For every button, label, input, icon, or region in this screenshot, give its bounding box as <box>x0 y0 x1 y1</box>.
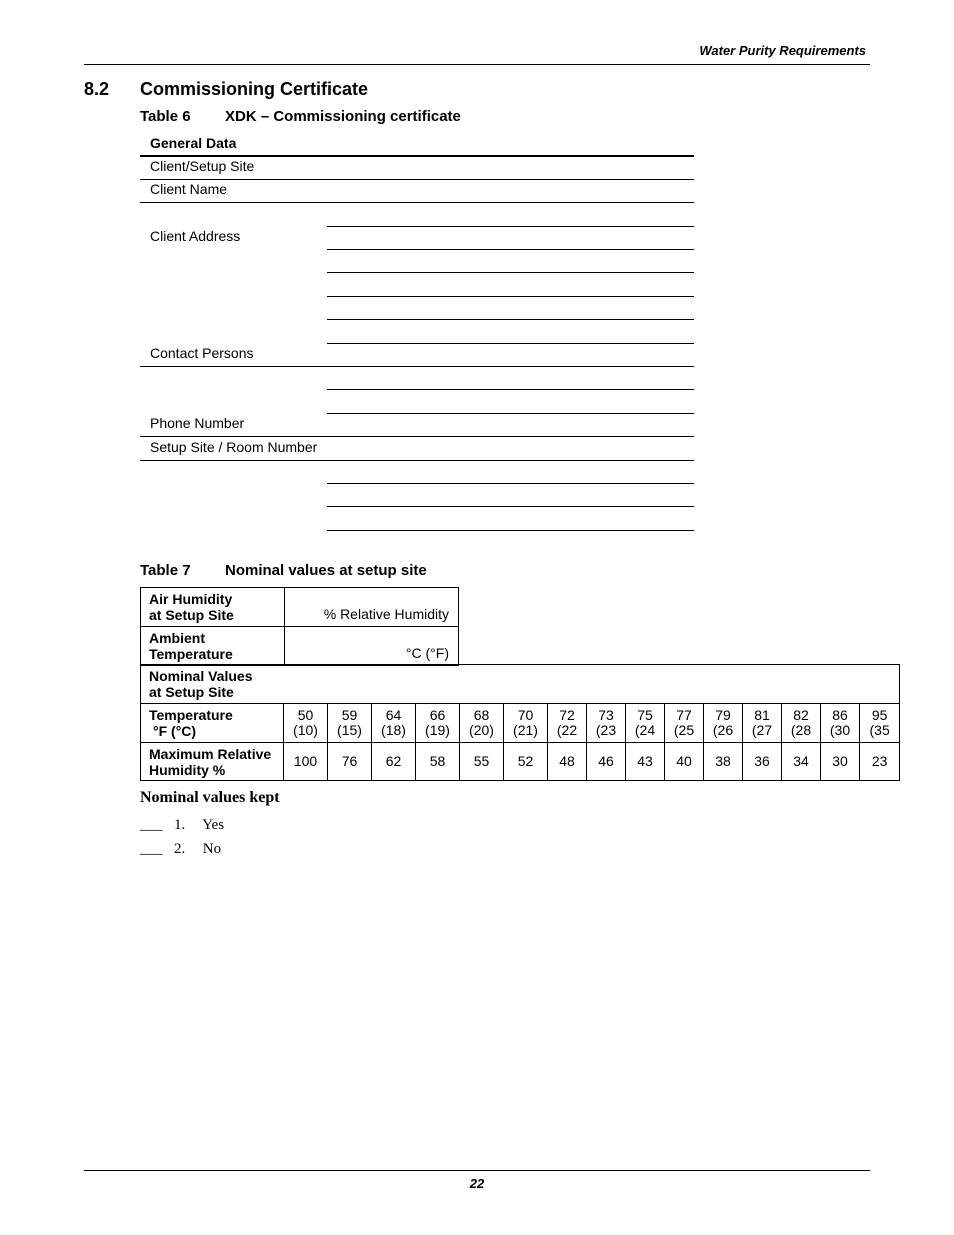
running-header: Water Purity Requirements <box>699 43 866 58</box>
option-yes[interactable] <box>140 817 224 834</box>
temperature-cell: 77 (25 <box>665 704 704 743</box>
client-setup-site-field[interactable] <box>140 179 694 180</box>
setup-site-room-line-1[interactable] <box>140 460 694 461</box>
max-humidity-label: Maximum Relative Humidity % <box>141 743 284 781</box>
phone-number-field[interactable] <box>140 436 694 437</box>
temperature-row <box>141 704 900 743</box>
header-rule <box>84 64 870 65</box>
option-blank[interactable]: ___ <box>140 817 163 833</box>
table7-nominal-values <box>140 664 900 781</box>
client-address-line-4[interactable] <box>327 296 694 297</box>
temperature-label: Temperature °F (°C) <box>141 704 284 743</box>
max-humidity-cell: 34 <box>782 743 821 781</box>
max-humidity-cell: 100 <box>284 743 328 781</box>
temperature-cell: 81 (27 <box>743 704 782 743</box>
contact-persons-line-1[interactable] <box>140 366 694 367</box>
max-humidity-cell: 36 <box>743 743 782 781</box>
option-label: Yes <box>202 817 225 833</box>
max-humidity-cell: 23 <box>860 743 900 781</box>
max-humidity-row <box>141 743 900 781</box>
temperature-cell: 95 (35 <box>860 704 900 743</box>
client-address-line-6[interactable] <box>327 343 694 344</box>
setup-site-room-line-4[interactable] <box>327 530 694 531</box>
general-data-heading: General Data <box>150 135 237 151</box>
option-blank[interactable]: ___ <box>140 841 163 857</box>
temperature-cell: 66 (19) <box>416 704 460 743</box>
temperature-cell: 70 (21) <box>504 704 548 743</box>
client-address-line-5[interactable] <box>327 319 694 320</box>
option-number: 1. <box>174 817 186 833</box>
max-humidity-cell: 48 <box>548 743 587 781</box>
air-humidity-unit[interactable]: % Relative Humidity <box>285 588 459 627</box>
section-title: Commissioning Certificate <box>140 79 369 99</box>
temperature-cell: 68 (20) <box>460 704 504 743</box>
max-humidity-cell: 40 <box>665 743 704 781</box>
air-humidity-label: Air Humidity at Setup Site <box>141 588 285 627</box>
temperature-cell: 73 (23 <box>587 704 626 743</box>
ambient-temperature-unit[interactable]: °C (°F) <box>285 627 459 666</box>
ambient-temperature-label: Ambient Temperature <box>141 627 285 666</box>
client-address-label: Client Address <box>150 228 241 244</box>
temperature-cell: 59 (15) <box>328 704 372 743</box>
temperature-cell: 75 (24 <box>626 704 665 743</box>
client-address-line-1[interactable] <box>327 226 694 227</box>
nominal-kept-title: Nominal values kept <box>140 789 280 806</box>
max-humidity-cell: 46 <box>587 743 626 781</box>
max-humidity-cell: 30 <box>821 743 860 781</box>
table7-conditions <box>140 587 459 666</box>
setup-site-room-line-3[interactable] <box>327 506 694 507</box>
temperature-cell: 50 (10) <box>284 704 328 743</box>
phone-number-label: Phone Number <box>150 415 245 431</box>
setup-site-room-label: Setup Site / Room Number <box>150 439 318 455</box>
option-label: No <box>202 841 222 857</box>
client-address-line-2[interactable] <box>327 249 694 250</box>
footer-rule <box>84 1170 870 1171</box>
temperature-cell: 64 (18) <box>372 704 416 743</box>
max-humidity-cell: 38 <box>704 743 743 781</box>
contact-persons-line-2[interactable] <box>327 389 694 390</box>
client-name-label: Client Name <box>150 181 228 197</box>
page-number: 22 <box>469 1176 485 1191</box>
contact-persons-label: Contact Persons <box>150 345 254 361</box>
table6-label: Table 6 <box>140 108 191 125</box>
nominal-values-label: Nominal Values at Setup Site <box>141 665 900 704</box>
client-name-field[interactable] <box>140 202 694 203</box>
temperature-cell: 79 (26 <box>704 704 743 743</box>
max-humidity-cell: 43 <box>626 743 665 781</box>
heading-rule <box>140 155 694 157</box>
temperature-cell: 86 (30 <box>821 704 860 743</box>
section-number: 8.2 <box>84 79 110 99</box>
max-humidity-cell: 76 <box>328 743 372 781</box>
option-no[interactable] <box>140 841 221 858</box>
contact-persons-line-3[interactable] <box>327 413 694 414</box>
temperature-cell: 72 (22 <box>548 704 587 743</box>
max-humidity-cell: 55 <box>460 743 504 781</box>
client-setup-site-label: Client/Setup Site <box>150 158 255 174</box>
table6-title: XDK – Commissioning certificate <box>225 108 461 125</box>
max-humidity-cell: 58 <box>416 743 460 781</box>
max-humidity-cell: 52 <box>504 743 548 781</box>
table7-label: Table 7 <box>140 562 191 579</box>
option-number: 2. <box>174 841 186 857</box>
temperature-cell: 82 (28 <box>782 704 821 743</box>
client-address-line-3[interactable] <box>327 272 694 273</box>
table7-title: Nominal values at setup site <box>225 562 427 579</box>
max-humidity-cell: 62 <box>372 743 416 781</box>
setup-site-room-line-2[interactable] <box>327 483 694 484</box>
